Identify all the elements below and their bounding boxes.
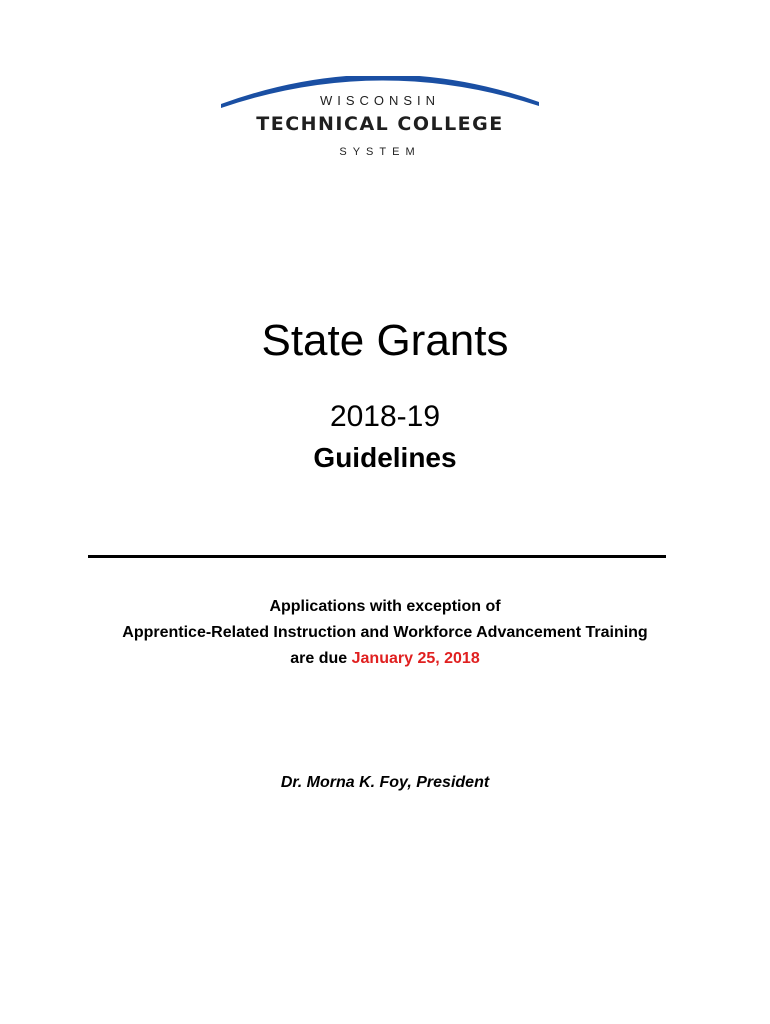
signatory: Dr. Morna K. Foy, President: [280, 774, 490, 791]
horizontal-divider: [88, 555, 666, 558]
logo-technical-college-text: TECHNICAL COLLEGE: [256, 113, 504, 135]
document-subtitle: Guidelines: [313, 442, 457, 473]
logo-system-text: SYSTEM: [339, 146, 421, 158]
document-title: State Grants: [261, 316, 509, 365]
notice-due-prefix: are due: [290, 650, 352, 667]
document-year: 2018-19: [329, 400, 441, 433]
notice-line-3: [0, 650, 770, 668]
wtcs-logo: [215, 76, 545, 176]
notice-line-2: Apprentice-Related Instruction and Workforce Advancement Training: [122, 624, 648, 641]
notice-line-1: Applications with exception of: [269, 598, 501, 615]
due-date: January 25, 2018: [351, 650, 480, 667]
logo-wisconsin-text: WISCONSIN: [319, 93, 441, 108]
